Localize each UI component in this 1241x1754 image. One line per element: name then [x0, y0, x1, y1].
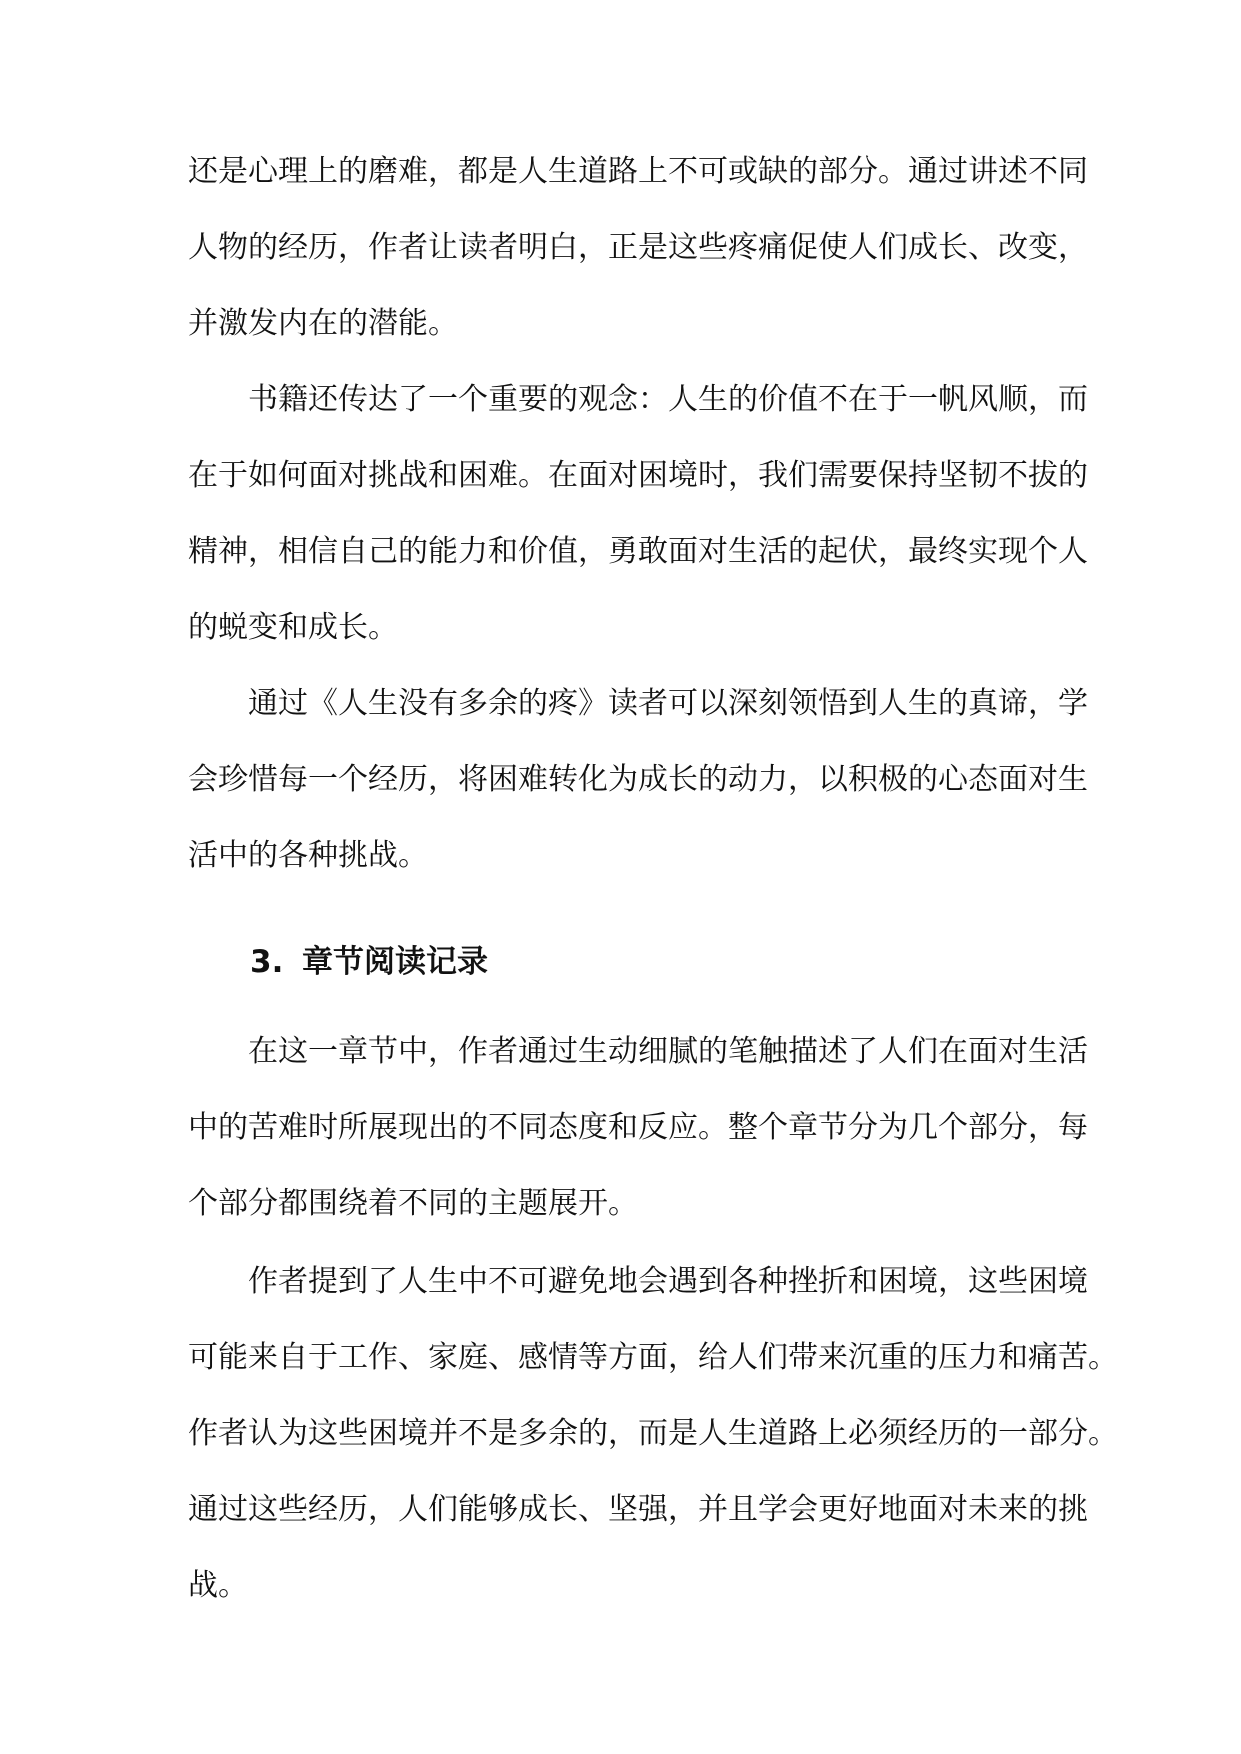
- section-number: 3.: [250, 944, 284, 980]
- paragraph-line: 精神，相信自己的能力和价值，勇敢面对生活的起伏，最终实现个人: [188, 534, 1088, 569]
- paragraph-line: 作者认为这些困境并不是多余的，而是人生道路上必须经历的一部分。: [188, 1416, 1118, 1451]
- paragraph-line: 还是心理上的磨难，都是人生道路上不可或缺的部分。通过讲述不同: [188, 154, 1088, 189]
- section-heading: [250, 940, 488, 984]
- paragraph-line: 通过这些经历，人们能够成长、坚强，并且学会更好地面对未来的挑: [188, 1492, 1088, 1527]
- paragraph-line: 活中的各种挑战。: [188, 838, 428, 873]
- section-title: 章节阅读记录: [302, 944, 488, 980]
- paragraph-line: 的蜕变和成长。: [188, 610, 398, 645]
- paragraph-line: 并激发内在的潜能。: [188, 306, 458, 341]
- paragraph-line: 战。: [188, 1568, 248, 1603]
- paragraph-line: 人物的经历，作者让读者明白，正是这些疼痛促使人们成长、改变，: [188, 230, 1088, 265]
- paragraph-line: 作者提到了人生中不可避免地会遇到各种挫折和困境，这些困境: [248, 1264, 1088, 1299]
- paragraph-line: 中的苦难时所展现出的不同态度和反应。整个章节分为几个部分，每: [188, 1110, 1088, 1145]
- paragraph-line: 书籍还传达了一个重要的观念：人生的价值不在于一帆风顺，而: [248, 382, 1088, 417]
- paragraph-line: 在于如何面对挑战和困难。在面对困境时，我们需要保持坚韧不拔的: [188, 458, 1088, 493]
- paragraph-line: 可能来自于工作、家庭、感情等方面，给人们带来沉重的压力和痛苦。: [188, 1340, 1118, 1375]
- paragraph-line: 个部分都围绕着不同的主题展开。: [188, 1186, 638, 1221]
- paragraph-line: 通过《人生没有多余的疼》读者可以深刻领悟到人生的真谛，学: [248, 686, 1088, 721]
- paragraph-line: 在这一章节中，作者通过生动细腻的笔触描述了人们在面对生活: [248, 1034, 1088, 1069]
- paragraph-line: 会珍惜每一个经历，将困难转化为成长的动力，以积极的心态面对生: [188, 762, 1088, 797]
